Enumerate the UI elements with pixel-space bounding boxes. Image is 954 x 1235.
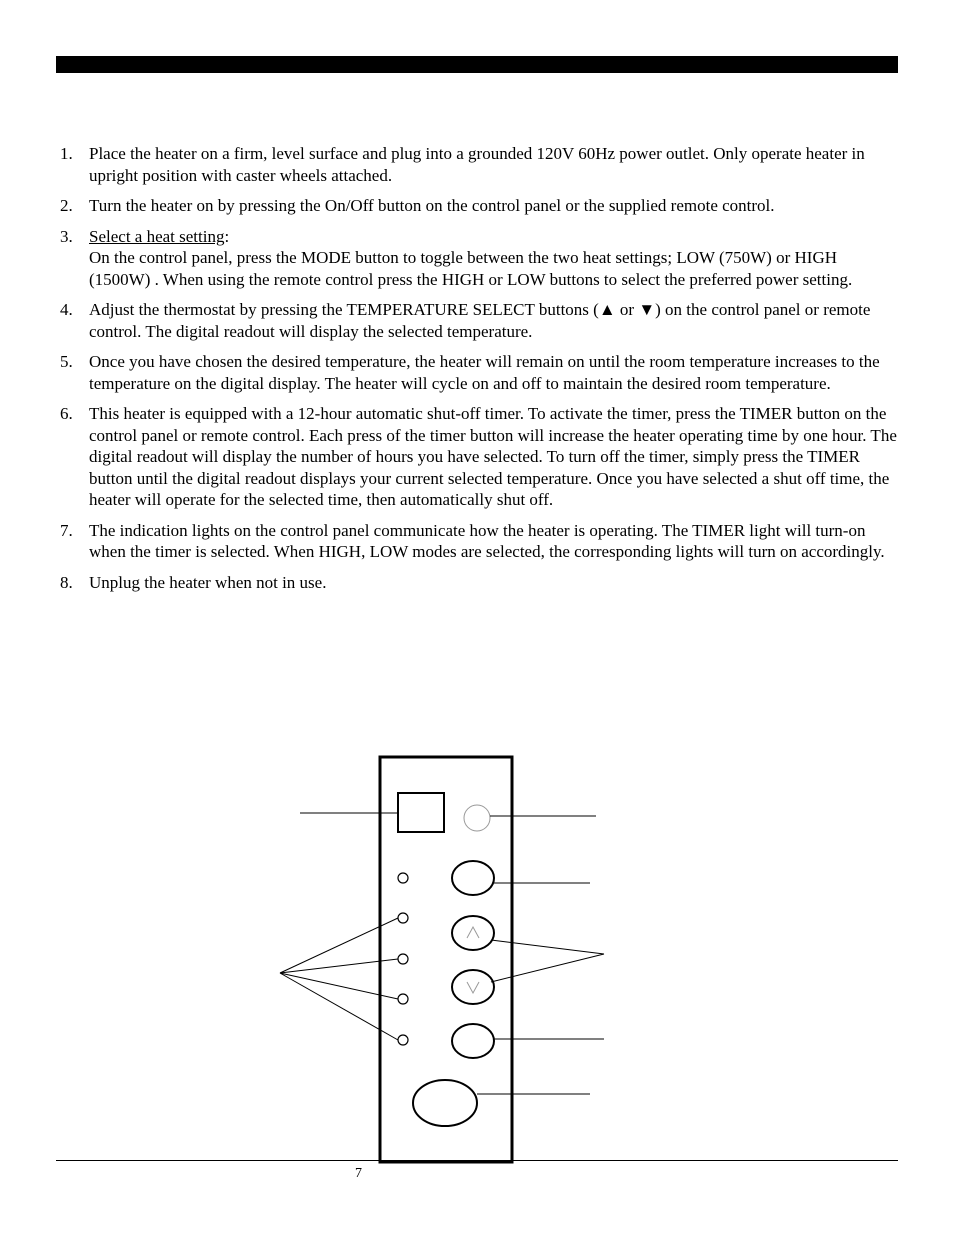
instruction-text: This heater is equipped with a 12-hour automatic shut-off timer. To activate the timer, press the TIMER button on the control panel or remote control. Each press of the timer button will increase the heater operating time by one hour. The digital readout will display the number of hours you have selected. To turn off the timer, simply press the TIMER button until the digital readout displays your current selected temperature. Once you have selected a shut off time, the heater will operate for the selected time, then automatically shut off.: [89, 404, 897, 509]
instruction-number: 1.: [60, 144, 73, 163]
page-number: 7: [355, 1166, 362, 1181]
instruction-title-suffix: :: [224, 226, 230, 246]
indicator-light: [398, 1035, 408, 1045]
timer-button: [452, 1024, 494, 1058]
instruction-number: 2.: [60, 196, 73, 215]
instruction-text: Place the heater on a firm, level surface and plug into a grounded 120V 60Hz power outlet. Only operate heater in upright position with caster wheels attached.: [89, 144, 865, 185]
temp-up-button: [452, 916, 494, 950]
mode-button: [452, 861, 494, 895]
instruction-text: Once you have chosen the desired temperature, the heater will remain on until the room temperature increases to the temperature on the digital display. The heater will cycle on and off to maintain the desired room temperature.: [89, 352, 880, 393]
temp-down-button: [452, 970, 494, 1004]
indicator-light: [398, 994, 408, 1004]
indicator-light: [398, 913, 408, 923]
instruction-text: On the control panel, press the MODE button to toggle between the two heat settings; LOW (750W) or HIGH (1500W) . When using the remote control press the HIGH or LOW buttons to select the preferred power setting.: [89, 248, 853, 289]
instruction-text: The indication lights on the control panel communicate how the heater is operating. The TIMER light will turn-on when the timer is selected. When HIGH, LOW modes are selected, the corresponding lights will turn on accordingly.: [89, 520, 885, 561]
indicator-light: [398, 873, 408, 883]
instruction-number: 6.: [60, 404, 73, 423]
instruction-title: Select a heat setting: [89, 226, 225, 246]
power-button: [413, 1080, 477, 1126]
indicator-light: [398, 954, 408, 964]
instruction-number: 8.: [60, 572, 73, 592]
instruction-number: 3.: [60, 226, 73, 246]
instruction-number: 7.: [60, 520, 73, 540]
instruction-number: 4.: [60, 300, 73, 319]
instruction-number: 5.: [60, 352, 73, 371]
instruction-text: Unplug the heater when not in use.: [89, 572, 327, 592]
remote-sensor: [464, 805, 490, 831]
footer-rule: [56, 1160, 898, 1161]
instruction-text: Turn the heater on by pressing the On/Off button on the control panel or the supplied remote control.: [89, 196, 775, 215]
digital-display: [398, 793, 444, 832]
instruction-text: Adjust the thermostat by pressing the TEMPERATURE SELECT buttons (▲ or ▼) on the control panel or remote control. The digital readout will display the selected temperature.: [89, 300, 871, 341]
